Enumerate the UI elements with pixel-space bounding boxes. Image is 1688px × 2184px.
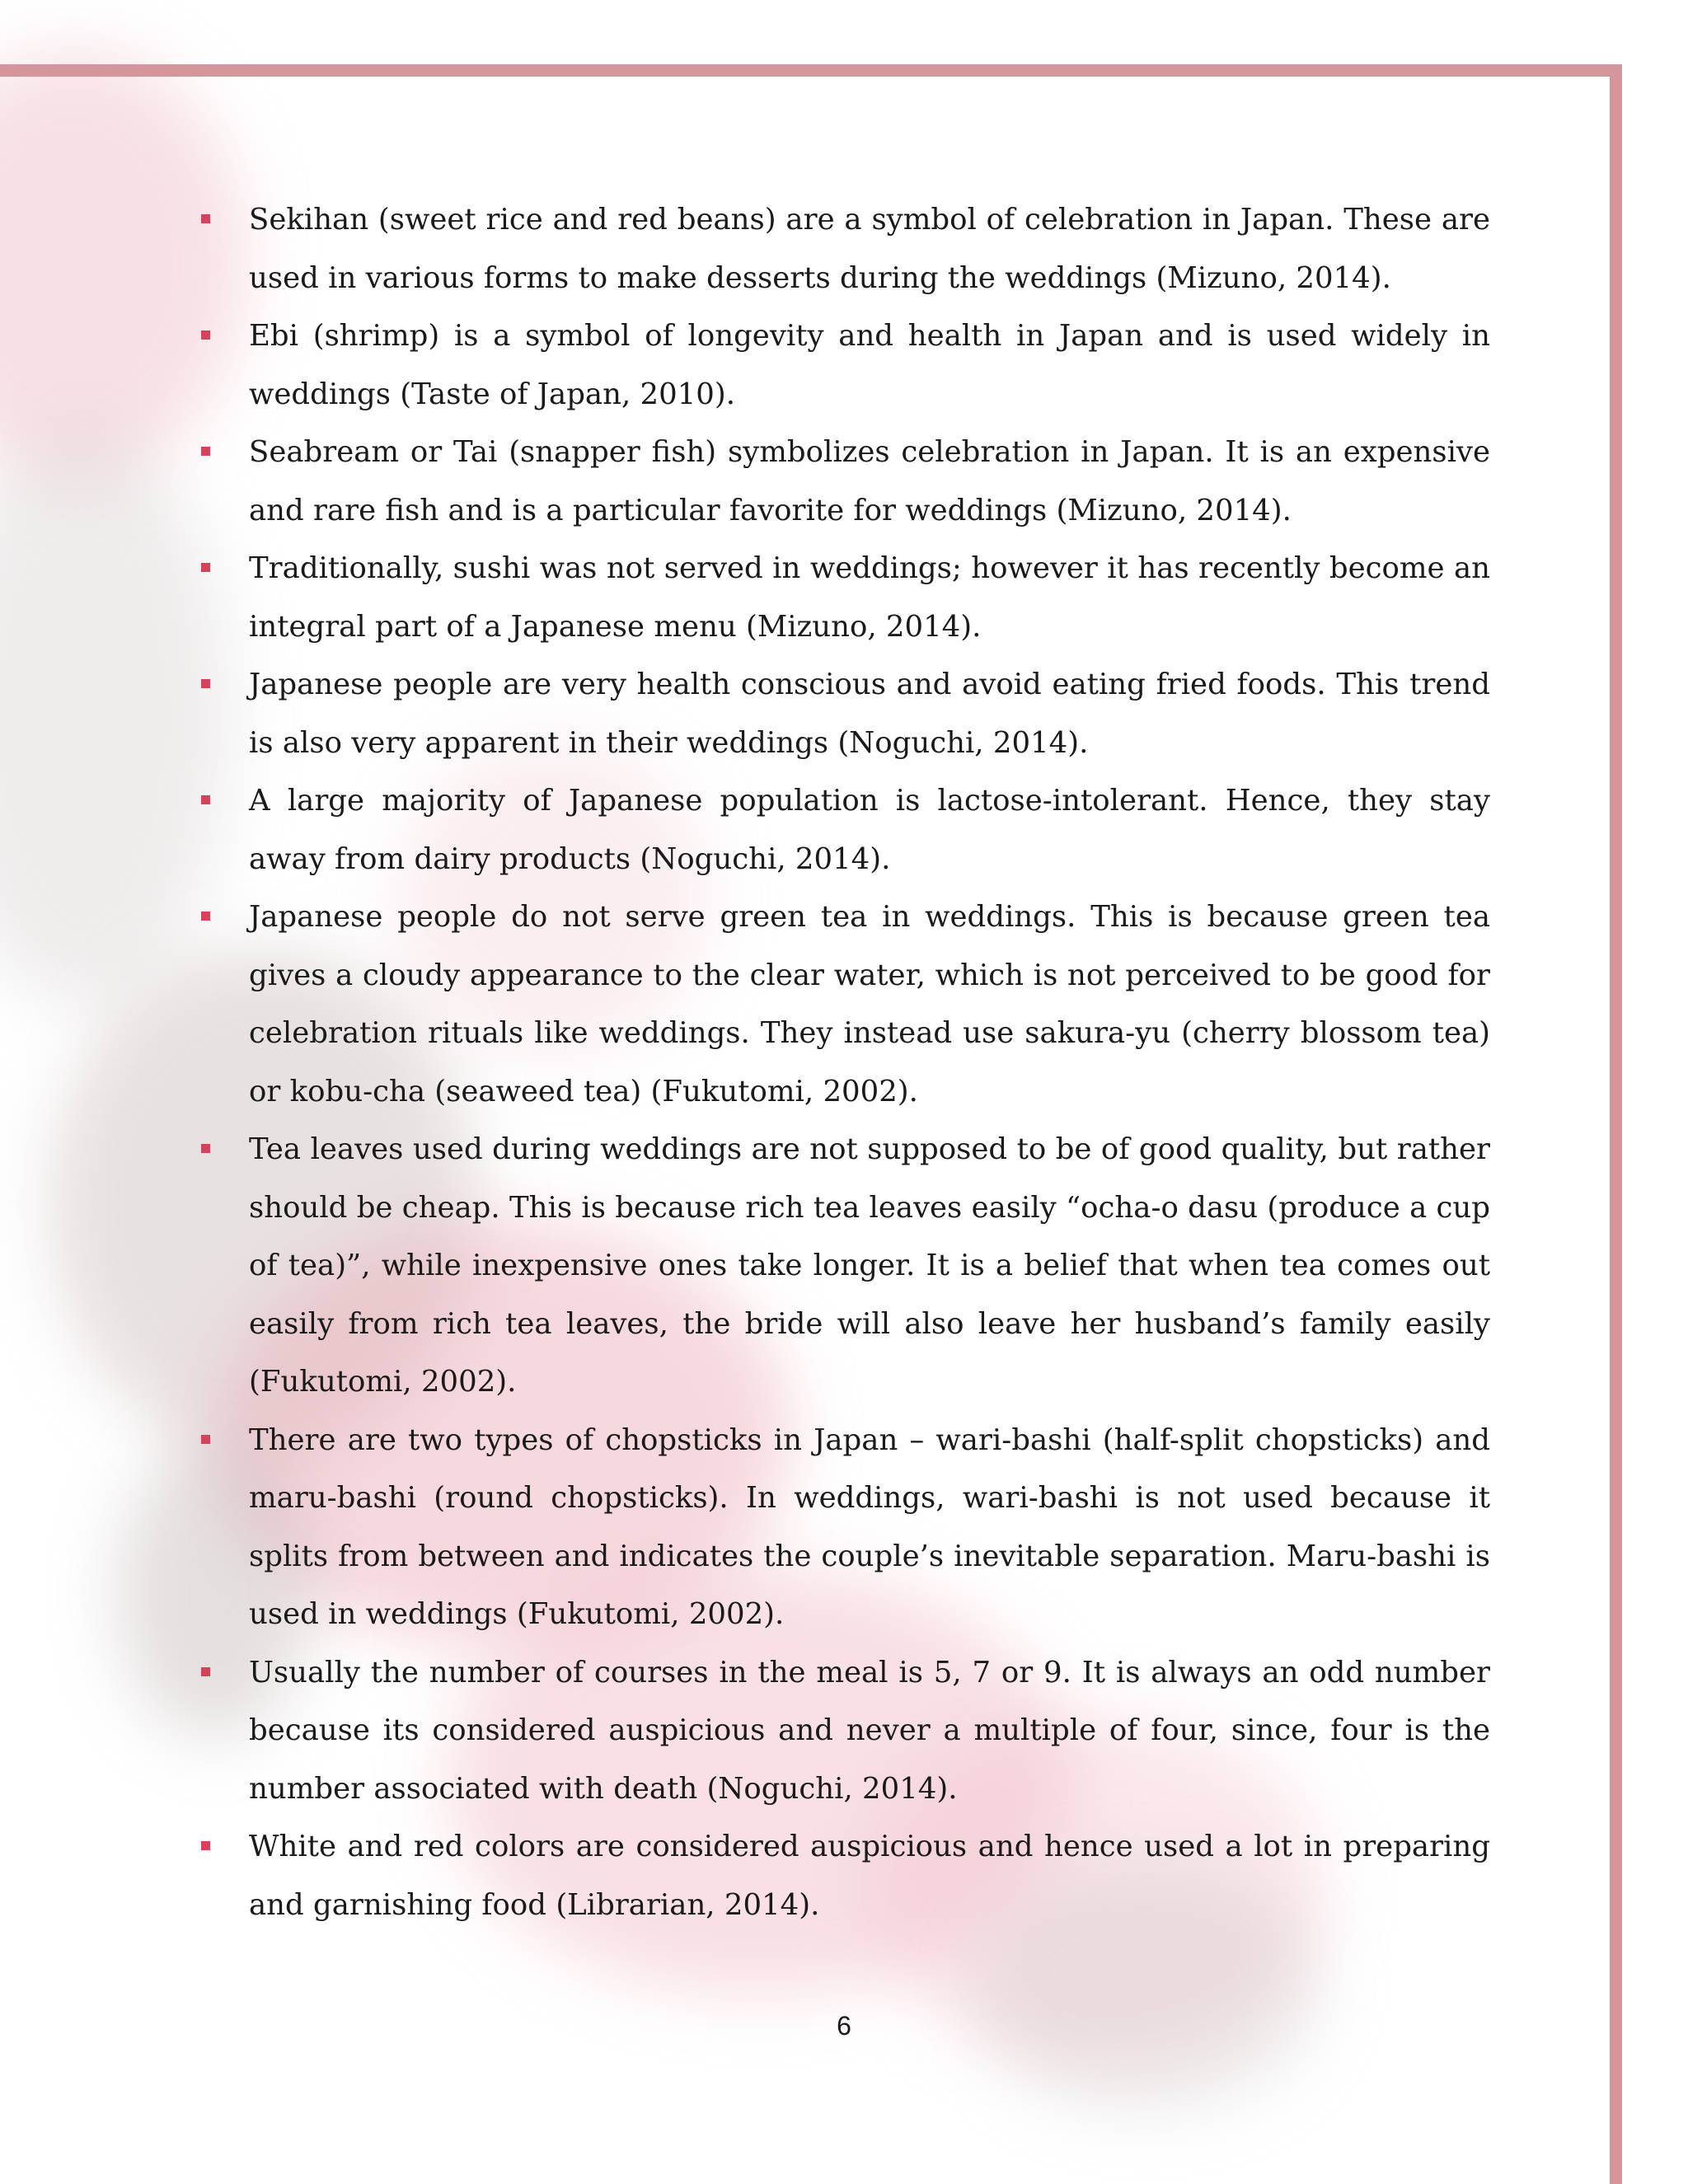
list-item xyxy=(198,540,1490,656)
list-item-text: A large majority of Japanese population is lactose-intolerant. Hence, they stay away from dairy products (Noguchi, 2014). xyxy=(249,784,1490,876)
list-item-text: Seabream or Tai (snapper fish) symbolizes celebration in Japan. It is an expensive and rare fish and is a particular favorite for weddings (Mizuno, 2014). xyxy=(249,435,1490,527)
list-item xyxy=(198,1644,1490,1819)
list-item xyxy=(198,424,1490,540)
bullet-list xyxy=(198,191,1490,1934)
square-bullet-icon xyxy=(201,214,210,223)
list-item-text: There are two types of chopsticks in Japan – wari-bashi (half-split chopsticks) and maru-bashi (round chopsticks). In weddings, wari-bashi is not used because it splits from between and indicates the couple’s inevitable separation. Maru-bashi is used in weddings (Fukutomi, 2002). xyxy=(249,1422,1490,1631)
list-item-text: Sekihan (sweet rice and red beans) are a symbol of celebration in Japan. These are used in various forms to make desserts during the weddings (Mizuno, 2014). xyxy=(249,203,1490,295)
square-bullet-icon xyxy=(201,1667,210,1676)
list-item xyxy=(198,1121,1490,1412)
list-item-text: Tea leaves used during weddings are not supposed to be of good quality, but rather should be cheap. This is because rich tea leaves easily “ocha-o dasu (produce a cup of tea)”, while inexpensive ones take longer. It is a belief that when tea comes out easily from rich tea leaves, the bride will also leave her husband’s family easily (Fukutomi, 2002). xyxy=(249,1132,1490,1399)
list-item xyxy=(198,656,1490,772)
list-item xyxy=(198,1818,1490,1934)
square-bullet-icon xyxy=(201,679,210,688)
list-item-text: Japanese people do not serve green tea in weddings. This is because green tea gives a cloudy appearance to the clear water, which is not perceived to be good for celebration rituals like weddings. They instead use sakura-yu (cherry blossom tea) or kobu-cha (seaweed tea) (Fukutomi, 2002). xyxy=(249,900,1490,1108)
page-number: 6 xyxy=(837,2011,851,2041)
list-item-text: Traditionally, sushi was not served in weddings; however it has recently become an integral part of a Japanese menu (Mizuno, 2014). xyxy=(249,551,1490,644)
square-bullet-icon xyxy=(201,563,210,572)
square-bullet-icon xyxy=(201,795,210,804)
square-bullet-icon xyxy=(201,1435,210,1444)
list-item-text: White and red colors are considered auspicious and hence used a lot in preparing and garnishing food (Librarian, 2014). xyxy=(249,1830,1490,1922)
list-item xyxy=(198,191,1490,307)
page-frame-top xyxy=(0,64,1622,77)
list-item xyxy=(198,772,1490,888)
square-bullet-icon xyxy=(201,1841,210,1850)
list-item xyxy=(198,307,1490,424)
list-item xyxy=(198,888,1490,1121)
list-item-text: Japanese people are very health conscious and avoid eating fried foods. This trend is also very apparent in their weddings (Noguchi, 2014). xyxy=(249,668,1490,760)
document-body xyxy=(198,191,1490,1934)
page-frame-right xyxy=(1610,64,1622,2184)
list-item-text: Usually the number of courses in the meal is 5, 7 or 9. It is always an odd number because its considered auspicious and never a multiple of four, since, four is the number associated with death (Noguchi, 2014). xyxy=(249,1655,1490,1806)
square-bullet-icon xyxy=(201,447,210,456)
list-item-text: Ebi (shrimp) is a symbol of longevity and health in Japan and is used widely in weddings (Taste of Japan, 2010). xyxy=(249,319,1490,411)
list-item xyxy=(198,1412,1490,1644)
square-bullet-icon xyxy=(201,330,210,340)
square-bullet-icon xyxy=(201,1144,210,1153)
square-bullet-icon xyxy=(201,912,210,921)
